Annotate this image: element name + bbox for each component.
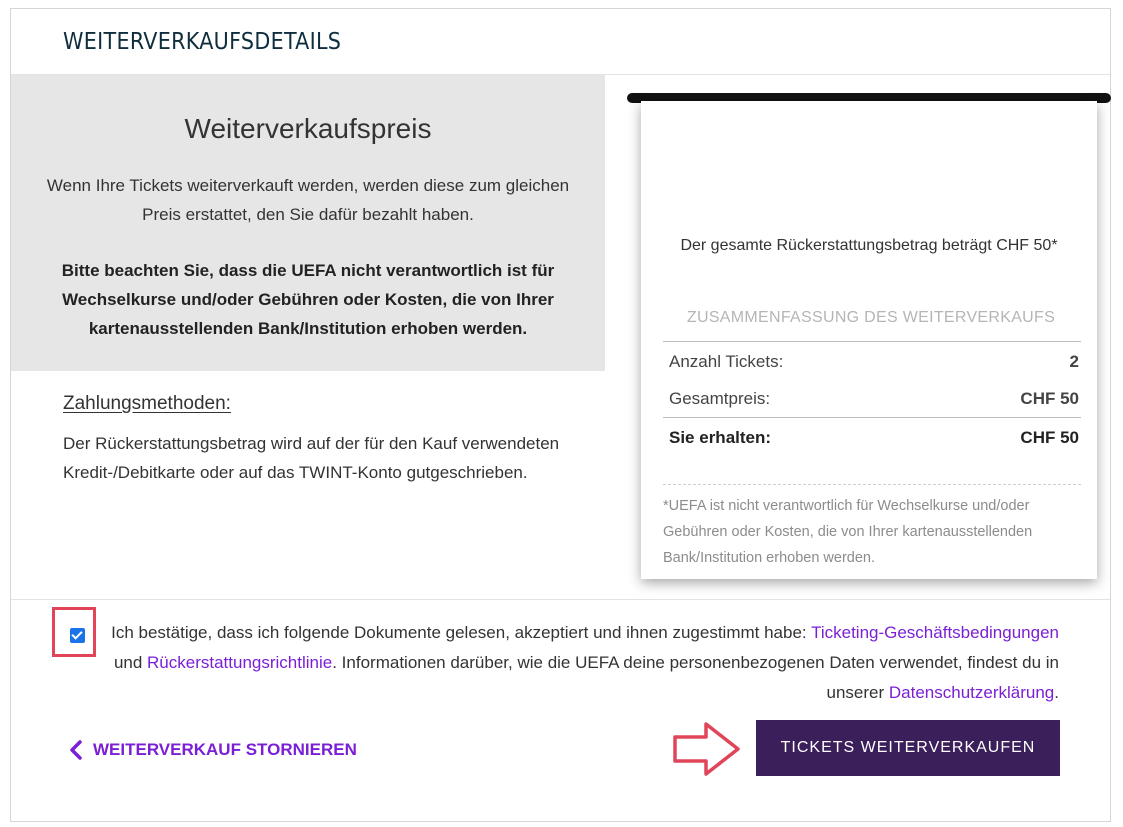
refund-receipt [641,101,1097,579]
receipt-dotted-divider [663,484,1081,485]
privacy-policy-link[interactable]: Datenschutzerklärung [888,683,1055,702]
consent-text-and: und [113,653,148,672]
chevron-left-icon [69,740,83,760]
consent-text-before: Ich bestätige, dass ich folgende Dokumente gelesen, akzeptiert und ihnen zugestimmt habe: [111,623,812,642]
resale-price-title: Weiterverkaufspreis [184,113,432,144]
header [11,9,1110,75]
consent-text-end: . [1054,683,1059,702]
refund-total-amount: CHF 50* [996,237,1058,254]
consent-text-middle: . Informationen darüber, wie die UEFA deine personenbezogenen Daten verwendet, findest du in unserer [332,653,1059,702]
cancel-resale-link[interactable] [69,735,357,765]
payment-methods-text: Der Rückerstattungsbetrag wird auf der für den Kauf verwendeten Kredit-/Debitkarte oder auf das TWINT-Konto gutgeschrieben. [63,434,560,482]
consent-text [111,618,1059,708]
resale-price-description: Wenn Ihre Tickets weiterverkauft werden, werden diese zum gleichen Preis erstattet, den Sie dafür bezahlt haben. [46,176,570,224]
summary-row-value: CHF 50 [1020,389,1079,408]
resale-price-box [11,75,605,371]
page-title: WEITERVERKAUFSDETAILS [63,29,342,55]
summary-row-label: Sie erhalten: [669,428,772,447]
summary-row-label: Anzahl Tickets: [669,352,784,371]
summary-row-you-receive [663,417,1081,455]
refund-total-label: Der gesamte Rückerstattungsbetrag beträgt [680,237,992,254]
resale-summary-table [663,341,1081,455]
receipt-footnote: *UEFA ist nicht verantwortlich für Wechselkurse und/oder Gebühren oder Kosten, die von Ihrer kartenausstellenden Bank/Institution erhoben werden. [663,498,1033,566]
summary-row-total-price [663,379,1081,417]
refund-total-text [661,231,1077,260]
resell-tickets-button[interactable]: TICKETS WEITERVERKAUFEN [756,720,1060,776]
summary-row-value: CHF 50 [1020,428,1079,447]
summary-row-label: Gesamtpreis: [669,389,771,408]
checkbox-highlight [52,607,96,657]
payment-methods-title: Zahlungsmethoden: [63,393,231,414]
terms-link[interactable]: Ticketing-Geschäftsbedingungen [811,623,1059,642]
resale-price-note: Bitte beachten Sie, dass die UEFA nicht verantwortlich ist für Wechselkurse und/oder Gebühren oder Kosten, die von Ihrer kartenausstellenden Bank/Institution erhoben werden. [61,261,555,338]
arrow-right-outline-icon [672,721,742,777]
resale-details-panel [10,8,1111,822]
resale-summary-title: ZUSAMMENFASSUNG DES WEITERVERKAUFS [686,309,1056,326]
cancel-resale-label: WEITERVERKAUF STORNIEREN [93,740,357,759]
refund-policy-link[interactable]: Rückerstattungsrichtlinie [147,653,333,672]
summary-row-value: 2 [1069,352,1079,371]
consent-checkbox[interactable] [70,628,85,643]
section-divider [11,599,1110,600]
summary-row-ticket-count [663,341,1081,379]
